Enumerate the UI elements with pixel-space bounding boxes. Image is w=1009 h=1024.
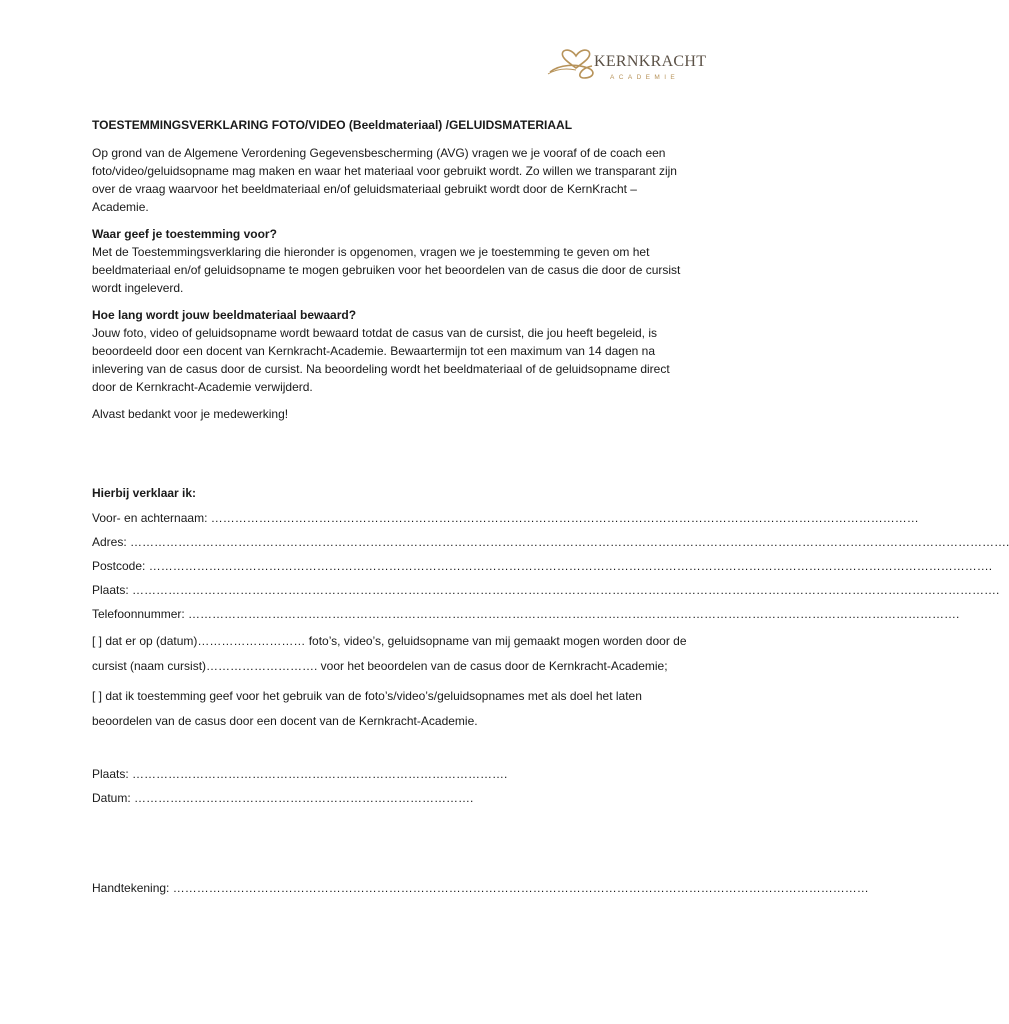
place-field[interactable]: Plaats: ………………………………………………………………………………………………………………………………………………………………………………………………. — [92, 583, 1000, 597]
thanks-text: Alvast bedankt voor je medewerking! — [92, 407, 289, 421]
signature-place-field[interactable]: Plaats: …………………………………………………………………………………. — [92, 767, 508, 781]
postcode-field[interactable]: Postcode: …………………………………………………………………………………………………………………………………………………………………………………………. — [92, 559, 993, 573]
intro-paragraph: Op grond van de Algemene Verordening Gegevensbescherming (AVG) vragen we je vooraf of de coach een foto/video/geluidsopname mag maken en waar het materiaal voor gebruikt wordt. Zo willen we transparant zijn over de vraag waarvoor het beeldmateriaal en/of geluidsmateriaal gebruikt wordt door de KernKracht – Academie. — [92, 146, 677, 214]
address-field[interactable]: Adres: …………………………………………………………………………………………………………………………………………………………………………………………………. — [92, 535, 1009, 549]
signature-date-field[interactable]: Datum: …………………………………………………………………………. — [92, 791, 474, 805]
name-field[interactable]: Voor- en achternaam: …………………………………………………………………………………………………………………………………………………………… — [92, 511, 919, 525]
signature-field[interactable]: Handtekening: ………………………………………………………………………………………………………………………………………………………… — [92, 881, 869, 895]
phone-field[interactable]: Telefoonnummer: …………………………………………………………………………………………………………………………………………………………………………. — [92, 607, 960, 621]
declaration-heading: Hierbij verklaar ik: — [92, 486, 197, 500]
logo-wordmark: KERNKRACHT — [594, 53, 707, 70]
section-heading-consent: Waar geef je toestemming voor? — [92, 227, 277, 241]
consent-statement-2[interactable]: [ ] dat ik toestemming geef voor het gebruik van de foto’s/video’s/geluidsopnames met als doel het laten beoordelen van de casus door een docent van de Kernkracht-Academie. — [92, 689, 642, 728]
consent-statement-1[interactable]: [ ] dat er op (datum)……………………… foto’s, video’s, geluidsopname van mij gemaakt mogen worden door de cursist (naam cursist)………………………. voor het beoordelen van de casus door de Kernkracht-Academie; — [92, 634, 687, 673]
section-heading-retention: Hoe lang wordt jouw beeldmateriaal bewaard? — [92, 308, 357, 322]
document-title: TOESTEMMINGSVERKLARING FOTO/VIDEO (Beeldmateriaal) /GELUIDSMATERIAAL — [92, 118, 573, 132]
document-body — [92, 116, 1009, 903]
logo-subtitle: ACADEMIE — [610, 74, 680, 81]
section-body-retention: Jouw foto, video of geluidsopname wordt bewaard totdat de casus van de cursist, die jou heeft begeleid, is beoordeeld door een docent van Kernkracht-Academie. Bewaartermijn tot een maximum van 14 dagen na inlevering van de casus door de cursist. Na beoordeling wordt het beeldmateriaal of de geluidsopname direct door de Kernkracht-Academie verwijderd. — [92, 326, 670, 394]
kernkracht-logo — [546, 38, 711, 88]
section-body-consent: Met de Toestemmingsverklaring die hieronder is opgenomen, vragen we je toestemming te geven om het beeldmateriaal en/of geluidsopname te mogen gebruiken voor het beoordelen van de casus die door de cursist wordt ingeleverd. — [92, 245, 681, 295]
